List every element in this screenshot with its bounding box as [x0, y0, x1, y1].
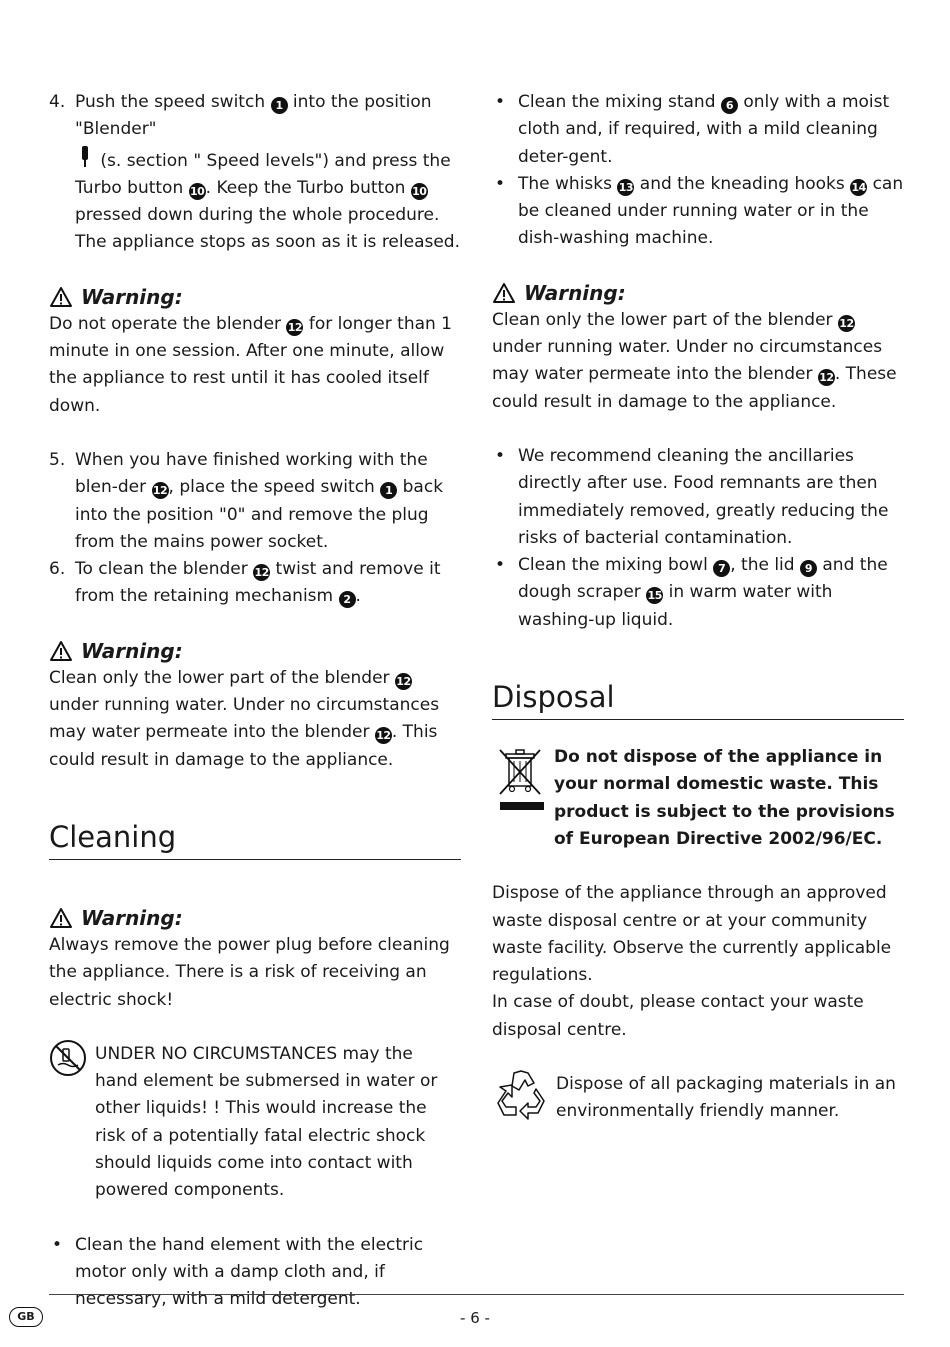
part-number-badge: 12	[152, 484, 168, 498]
part-number-badge: 10	[412, 184, 427, 198]
no-immersion-icon	[49, 1039, 89, 1079]
footer-divider	[49, 1294, 904, 1295]
bullet-mixing-bowl: • Clean the mixing bowl 7 , the lid 9 and the dough scraper 15 in warm water with washing-up liquid.	[492, 552, 904, 634]
blender-symbol-icon	[75, 144, 95, 168]
warning-triangle-icon	[49, 907, 73, 929]
part-number-badge: 15	[647, 589, 662, 603]
step-5	[49, 447, 461, 556]
part-number-badge: 12	[254, 566, 269, 580]
bullet-dot: •	[495, 555, 506, 576]
step-text: When you have finished working with the blen-der 12, place the speed switch 1 back into the position "0" and remove the plug from the mains power socket.	[75, 449, 444, 552]
weee-text: Do not dispose of the appliance in your normal domestic waste. This product is subject to the provisions of European Directive 2002/96/EC.	[554, 747, 895, 849]
recycle-text: Dispose of all packaging materials in an environmentally friendly manner.	[556, 1074, 896, 1122]
bullet-mixing-stand: • Clean the mixing stand 6 only with a moist cloth and, if required, with a mild cleaning deter-gent.	[492, 89, 904, 171]
section-title-cleaning: Cleaning	[49, 819, 461, 860]
warning-heading: Warning:	[49, 905, 461, 932]
part-number-badge: 7	[713, 560, 730, 577]
crossed-out-bin-icon	[492, 744, 548, 816]
bullet-hand-element: • Clean the hand element with the electric motor only with a damp cloth and, if necessary, with a mild detergent.	[49, 1232, 461, 1314]
warning-text: Do not operate the blender 12 for longer than 1 minute in one session. After one minute, allow the appliance to rest until it has cooled itself down.	[49, 313, 452, 416]
bullet-dot: •	[52, 1234, 63, 1255]
recycle-icon	[492, 1067, 550, 1123]
step-number: 5.	[49, 449, 66, 470]
country-badge: GB	[9, 1307, 43, 1327]
step-4	[49, 89, 461, 257]
warning-text: Clean only the lower part of the blender 12 under running water. Under no circumstances may water permeate into the blender 12. This could result in damage to the appliance.	[49, 667, 440, 770]
step-number: 4.	[49, 92, 66, 112]
bullet-recommend: • We recommend cleaning the ancillaries directly after use. Food remnants are then immediately removed, greatly reducing the risks of bacterial contamination.	[492, 443, 904, 552]
warning-heading: Warning:	[49, 284, 461, 311]
part-number-badge: 10	[189, 184, 205, 198]
part-number-badge: 9	[800, 560, 817, 577]
part-number-badge: 1	[271, 97, 288, 114]
warning-triangle-icon	[49, 640, 73, 662]
part-number-badge: 12	[396, 674, 411, 688]
part-number-badge: 1	[380, 482, 397, 499]
bullet-dot: •	[495, 173, 506, 194]
bullet-dot: •	[495, 92, 506, 112]
section-title-disposal: Disposal	[492, 679, 904, 720]
step-text: Push the speed switch 1 into the position "Blender" (s. section " Speed levels") and press the Turbo button 10. Keep the Turbo button 10 pressed down during the whole procedure. The appliance stops as soon as it is released.	[75, 92, 460, 253]
warning-text: Always remove the power plug before cleaning the appliance. There is a risk of receiving an electric shock!	[49, 934, 450, 1010]
part-number-badge: 2	[339, 591, 356, 608]
no-submerse-text: UNDER NO CIRCUMSTANCES may the hand element be submersed in water or other liquids! ! This would increase the risk of a potentially fatal electric shock should liquids come into contact with powered components.	[95, 1043, 438, 1201]
step-number: 6.	[49, 559, 66, 580]
left-column	[49, 89, 461, 1314]
part-number-badge: 6	[721, 97, 738, 114]
no-submerse-notice	[49, 1041, 461, 1205]
disposal-paragraph: Dispose of the appliance through an approved waste disposal centre or at your community waste facility. Observe the currently applicable regulations.	[492, 883, 892, 986]
warning-triangle-icon	[492, 282, 516, 304]
bullet-dot: •	[495, 445, 506, 466]
weee-notice	[492, 744, 904, 853]
warning-heading: Warning:	[492, 280, 904, 307]
part-number-badge: 14	[851, 180, 866, 194]
recycle-notice	[492, 1071, 904, 1126]
part-number-badge: 12	[287, 320, 303, 334]
step-text: To clean the blender 12 twist and remove it from the retaining mechanism 2 .	[75, 559, 441, 607]
warning-text: Clean only the lower part of the blender 12 under running water. Under no circumstances may water permeate into the blender 12. These could result in damage to the appliance.	[492, 309, 897, 412]
part-number-badge: 12	[839, 316, 854, 330]
step-6	[49, 556, 461, 611]
warning-heading: Warning:	[49, 638, 461, 665]
part-number-badge: 13	[618, 180, 634, 194]
part-number-badge: 12	[819, 371, 834, 385]
part-number-badge: 12	[376, 729, 391, 743]
disposal-paragraph: In case of doubt, please contact your waste disposal centre.	[492, 992, 864, 1040]
warning-triangle-icon	[49, 286, 73, 308]
page-number: - 6 -	[460, 1309, 490, 1327]
bullet-whisks: • The whisks 13 and the kneading hooks 14 can be cleaned under running water or in the dish-washing machine.	[492, 171, 904, 253]
right-column	[492, 89, 904, 1126]
